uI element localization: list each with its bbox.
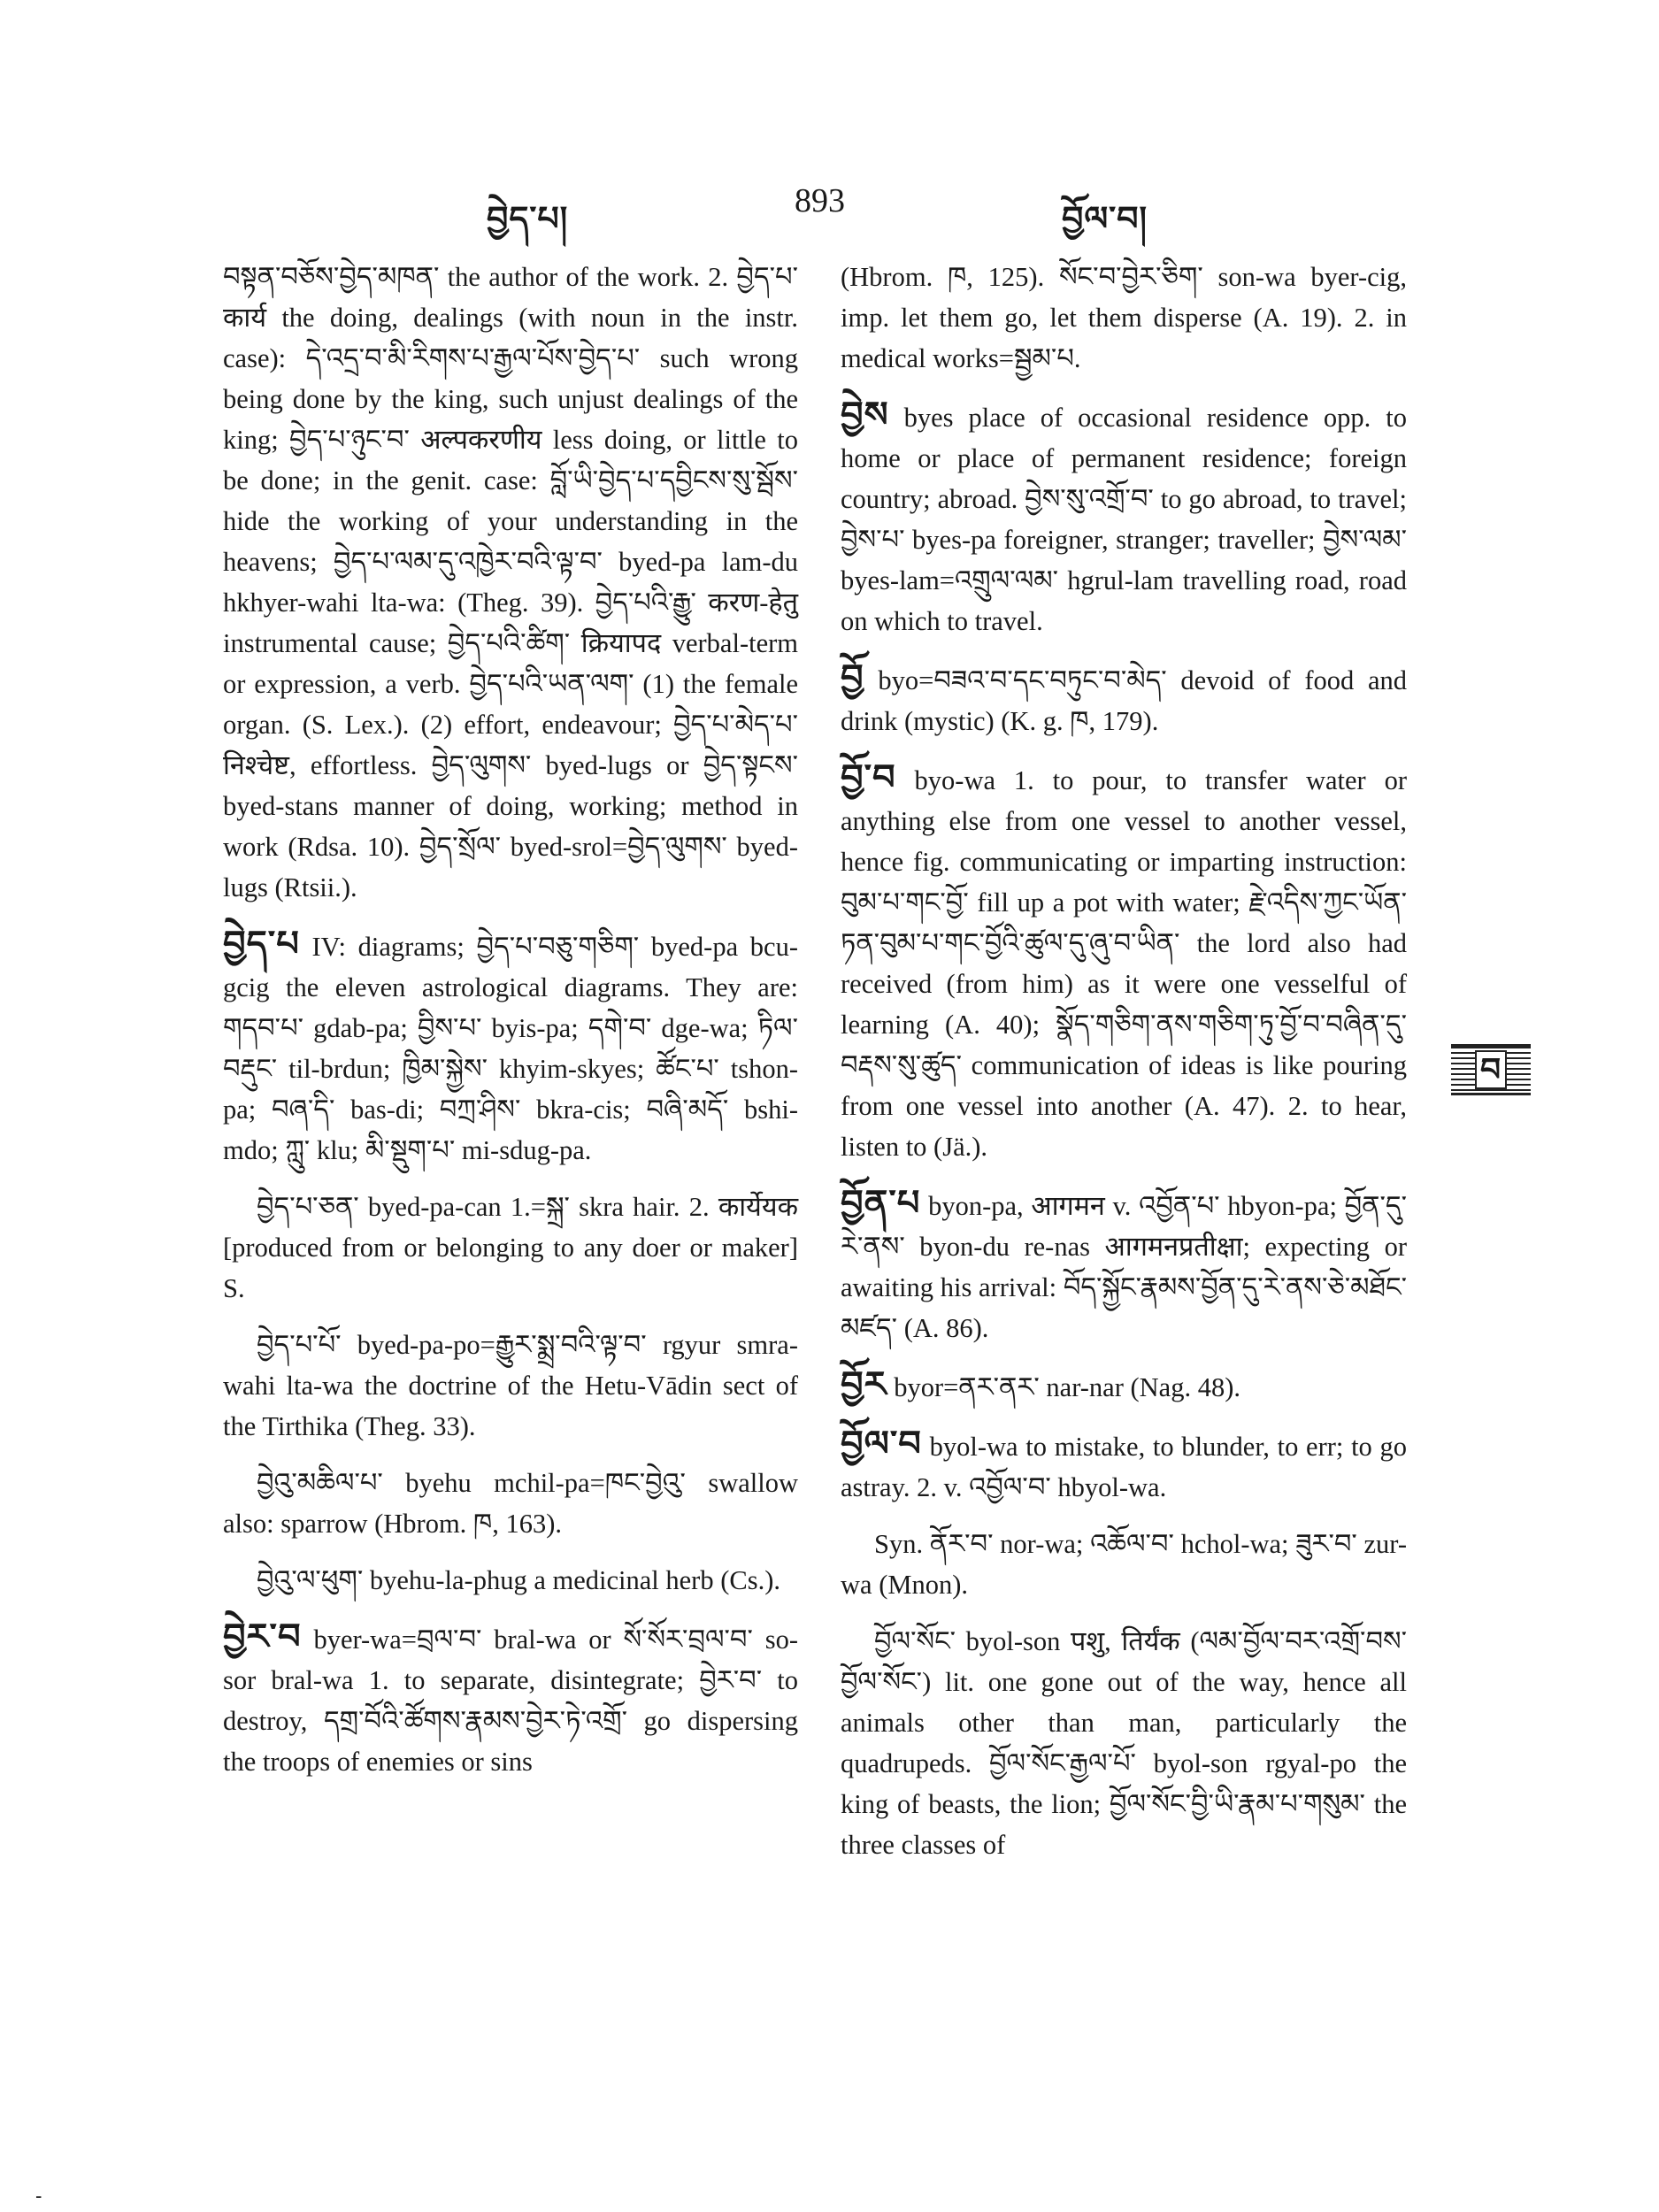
entry-text: བྱེའུ་ལ་ཕུག་ byehu-la-phug a medicinal herb (Cs.). <box>257 1565 780 1595</box>
dictionary-entry <box>841 1621 1407 1865</box>
entry-headword: བྱེད་པ <box>223 924 300 964</box>
dictionary-entry <box>841 257 1407 379</box>
entry-headword: བྱོལ་བ <box>841 1424 922 1463</box>
entry-text: བྱེད་པ་པོ་ byed-pa-po=རྒྱུར་སྨྲ་བའི་ལྟ་བ་ rgyur smra-wahi lta-wa the doctrine of the Hetu-Vādin sect of the Tirthika (Theg. 33). <box>223 1330 798 1441</box>
thumb-index-letter: བ <box>1475 1050 1507 1089</box>
entry-text: (Hbrom. ཁ, 125). སོང་བ་བྱེར་ཅིག་ son-wa byer-cig, imp. let them go, let them disperse (A. 19). 2. in medical works=སྦྱམ་པ. <box>841 262 1407 373</box>
entry-text: byor=ནར་ནར་ nar-nar (Nag. 48). <box>887 1372 1240 1402</box>
dictionary-entry <box>223 1463 798 1544</box>
entry-text: byol-wa to mistake, to blunder, to err; to go astray. 2. v. འབྱོལ་བ་ hbyol-wa. <box>841 1432 1407 1502</box>
dictionary-entry <box>223 257 798 908</box>
dictionary-entry <box>841 757 1407 1167</box>
entry-text: Syn. ནོར་བ་ nor-wa; འཆོལ་བ་ hchol-wa; ཟུར་བ་ zur-wa (Mnon). <box>841 1529 1407 1600</box>
right-column <box>841 257 1407 1881</box>
dictionary-entry <box>223 1617 798 1782</box>
dictionary-entry <box>841 1364 1407 1408</box>
entry-headword: བྱོ <box>841 657 864 697</box>
entry-text: byo-wa 1. to pour, to transfer water or anything else from one vessel to another vessel, hence fig. communicating or imparting instruction: བུམ་པ་གང་བྱོ་ fill up a pot with water; རྗེ་འདིས་ཀྱང་ཡོན་ཏན་བུམ་པ་གང་བྱོའི་ཚུལ་དུ་ཞུ་བ་ཡིན་ the lord also had received (from him) as it were one vesselful of learning (A. 40); སྣོད་གཅིག་ནས་གཅིག་ཏུ་བྱོ་བ་བཞིན་དུ་བརྡས་སུ་ཚུད་ communication of ideas is like pouring from one vessel into another (A. 47). 2. to hear, listen to (Jä.). <box>841 765 1407 1162</box>
entry-headword: བྱོན་པ <box>841 1183 921 1223</box>
entry-headword: བྱེར་བ <box>223 1617 302 1656</box>
entry-text: IV: diagrams; བྱེད་པ་བཅུ་གཅིག་ byed-pa bcu-gcig the eleven astrological diagrams. They are: གདབ་པ་ gdab-pa; བྱིས་པ་ byis-pa; དགེ་བ་ dge-wa; ཏིལ་བརྡུང་ til-brdun; ཁྱིམ་སྐྱེས་ khyim-skyes; ཚོང་པ་ tshon-pa; བཞ་དི་ bas-di; བཀྲ་ཤིས་ bkra-cis; བཞི་མདོ་ bshi-mdo; ཀླུ་ klu; མི་སྡུག་པ་ mi-sdug-pa. <box>223 932 798 1165</box>
dictionary-entry <box>223 924 798 1171</box>
thumb-index-tab <box>1451 1044 1531 1095</box>
left-column <box>223 257 798 1798</box>
page-number: 893 <box>795 182 845 219</box>
entry-headword: བྱོར <box>841 1364 887 1404</box>
running-head-left: བྱེད་པ། <box>487 198 569 238</box>
dictionary-entry <box>841 657 1407 741</box>
entry-text: byon-pa, आगमन v. འབྱོན་པ་ hbyon-pa; བྱོན་དུ་རེ་ནས་ byon-du re-nas आगमनप्रतीक्षा; expecting or awaiting his arrival: བོད་སྐྱོང་རྣམས་བྱོན་དུ་རེ་ནས་ཅེ་མཐོང་མཛད་ (A. 86). <box>841 1191 1407 1343</box>
entry-text: byo=བཟའ་བ་དང་བཏུང་བ་མེད་ devoid of food and drink (mystic) (K. g. ཁ, 179). <box>841 665 1407 736</box>
dictionary-entry <box>223 1187 798 1309</box>
margin-mark: - <box>35 2185 42 2208</box>
dictionary-entry <box>841 1524 1407 1605</box>
entry-headword: བྱེས <box>841 395 889 434</box>
entry-text: byes place of occasional residence opp. to home or place of permanent residence; foreign country; abroad. བྱེས་སུ་འགྲོ་བ་ to go abroad, to travel; བྱེས་པ་ byes-pa foreigner, stranger; traveller; བྱེས་ལམ་ byes-lam=འགྲུལ་ལམ་ hgrul-lam travelling road, road on which to travel. <box>841 403 1407 636</box>
entry-text: བྱེའུ་མཆིལ་པ་ byehu mchil-pa=ཁང་བྱེའུ་ swallow also: sparrow (Hbrom. ཁ, 163). <box>223 1468 798 1539</box>
entry-text: བྱེད་པ་ཅན་ byed-pa-can 1.=སྐྲ་ skra hair. 2. कार्येयक [produced from or belonging to any doer or maker] S. <box>223 1192 798 1303</box>
page-header <box>221 181 1442 243</box>
dictionary-entry <box>223 1560 798 1601</box>
running-head-right: བྱོལ་བ། <box>1062 198 1148 238</box>
dictionary-entry <box>841 1424 1407 1508</box>
dictionary-entry <box>841 1183 1407 1348</box>
entry-text: བསྟན་བཅོས་བྱེད་མཁན་ the author of the work. 2. བྱེད་པ་ कार्य the doing, dealings (with noun in the instr. case): དེ་འདྲ་བ་མི་རིགས་པ་རྒྱལ་པོས་བྱེད་པ་ such wrong being done by the king, such unjust dealings of the king; བྱེད་པ་ཉུང་བ་ अल्पकरणीय less doing, or little to be done; in the genit. case: བློ་ཡི་བྱེད་པ་དབྱིངས་སུ་སྦོས་ hide the working of your understanding in the heavens; བྱེད་པ་ལམ་དུ་འཁྱེར་བའི་ལྟ་བ་ byed-pa lam-du hkhyer-wahi lta-wa: (Theg. 39). བྱེད་པའི་རྒྱུ་ करण-हेतु instrumental cause; བྱེད་པའི་ཚིག་ क्रियापद verbal-term or expression, a verb. བྱེད་པའི་ཡན་ལག་ (1) the female organ. (S. Lex.). (2) effort, endeavour; བྱེད་པ་མེད་པ་ निश्चेष्ट, effortless. བྱེད་ལུགས་ byed-lugs or བྱེད་སྟངས་ byed-stans manner of doing, working; method in work (Rdsa. 10). བྱེད་སྲོལ་ byed-srol=བྱེད་ལུགས་ byed-lugs (Rtsii.). <box>223 262 798 902</box>
entry-text: byer-wa=བྲལ་བ་ bral-wa or སོ་སོར་བྲལ་བ་ so-sor bral-wa 1. to separate, disintegrate; བྱེར་བ་ to destroy, དགྲ་བོའི་ཚོགས་རྣམས་བྱེར་ཏེ་འགྲོ་ go dispersing the troops of enemies or sins <box>223 1624 798 1777</box>
entry-headword: བྱོ་བ <box>841 757 896 797</box>
dictionary-entry <box>223 1325 798 1447</box>
dictionary-entry <box>841 395 1407 641</box>
entry-text: བྱོལ་སོང་ byol-son पशु, तिर्यंक (ལམ་བྱོལ་བར་འགྲོ་བས་བྱོལ་སོང་) lit. one gone out of the way, hence all animals other than man, particularly the quadrupeds. བྱོལ་སོང་རྒྱལ་པོ་ byol-son rgyal-po the king of beasts, the lion; བྱོལ་སོང་བྱི་ཡི་རྣམ་པ་གསུམ་ the three classes of <box>841 1626 1407 1860</box>
